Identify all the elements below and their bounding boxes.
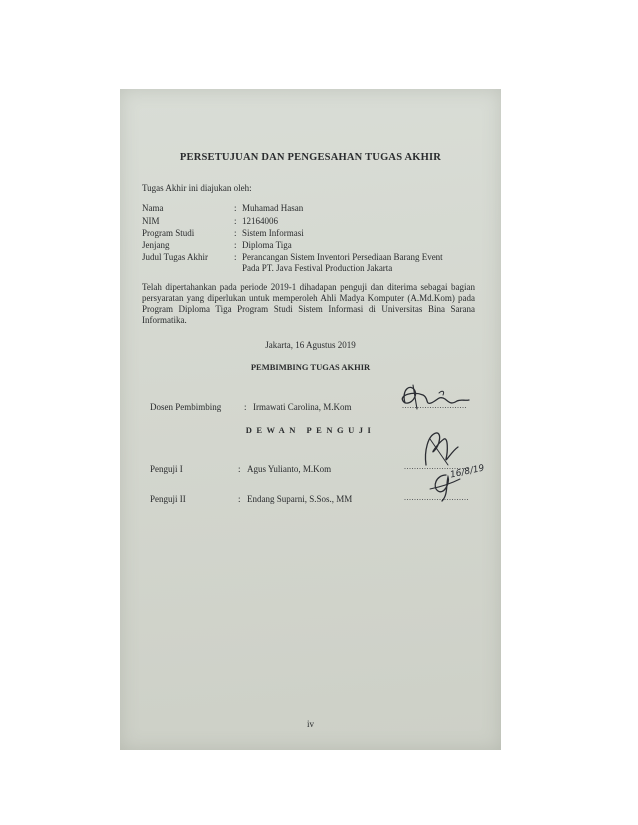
page-number: iv — [306, 719, 314, 729]
examiner-1-name: Agus Yulianto, M.Kom — [247, 464, 332, 474]
thesis-title-colon: : — [234, 252, 237, 262]
thesis-title-value-line2: Pada PT. Java Festival Production Jakarta — [242, 263, 393, 273]
student-name-colon: : — [234, 203, 237, 213]
student-program-label: Program Studi — [142, 228, 195, 238]
student-program-colon: : — [234, 228, 237, 238]
supervisor-colon: : — [244, 402, 247, 412]
student-name-value: Muhamad Hasan — [242, 203, 304, 213]
student-nim-value: 12164006 — [242, 216, 278, 226]
student-level-label: Jenjang — [142, 240, 170, 250]
approval-paragraph: Telah dipertahankan pada periode 2019-1 dihadapan penguji dan diterima sebagai bagian persyaratan yang diperlukan untuk memperoleh Ahli Madya Komputer (A.Md.Kom) pada Program Diploma Tiga Program Studi Sistem Informasi di Universitas Bina Sarana Informatika. — [142, 282, 475, 325]
student-name-label: Nama — [142, 203, 164, 213]
student-level-value: Diploma Tiga — [242, 240, 292, 250]
supervisor-name: Irmawati Carolina, M.Kom — [253, 402, 352, 412]
intro-text: Tugas Akhir ini diajukan oleh: — [142, 183, 252, 193]
student-program-value: Sistem Informasi — [242, 228, 304, 238]
supervisor-section-title: PEMBIMBING TUGAS AKHIR — [250, 362, 371, 372]
handwritten-date: 16/8/19 — [449, 463, 486, 481]
examiner-1-signature — [418, 429, 470, 469]
supervisor-signature — [395, 381, 475, 415]
student-nim-label: NIM — [142, 216, 160, 226]
examiner-1-colon: : — [238, 464, 241, 474]
examiner-section-title: DEWAN PENGUJI — [245, 425, 376, 435]
document-photo — [120, 89, 501, 750]
examiner-2-colon: : — [238, 494, 241, 504]
examiner-2-label: Penguji II — [150, 494, 186, 504]
supervisor-label: Dosen Pembimbing — [150, 402, 222, 412]
thesis-title-value: Perancangan Sistem Inventori Persediaan Barang Event — [242, 252, 443, 262]
thesis-title-label: Judul Tugas Akhir — [142, 252, 209, 262]
document-title: PERSETUJUAN DAN PENGESAHAN TUGAS AKHIR — [179, 152, 442, 163]
examiner-1-signature-line: .......................... — [404, 462, 469, 471]
student-level-colon: : — [234, 240, 237, 250]
examiner-2-name: Endang Suparni, S.Sos., MM — [247, 494, 353, 504]
examiner-2-signature-line: .......................... — [404, 493, 469, 502]
supervisor-signature-line: .......................... — [402, 401, 467, 410]
student-nim-colon: : — [234, 216, 237, 226]
place-date: Jakarta, 16 Agustus 2019 — [265, 340, 356, 350]
examiner-1-label: Penguji I — [150, 464, 183, 474]
